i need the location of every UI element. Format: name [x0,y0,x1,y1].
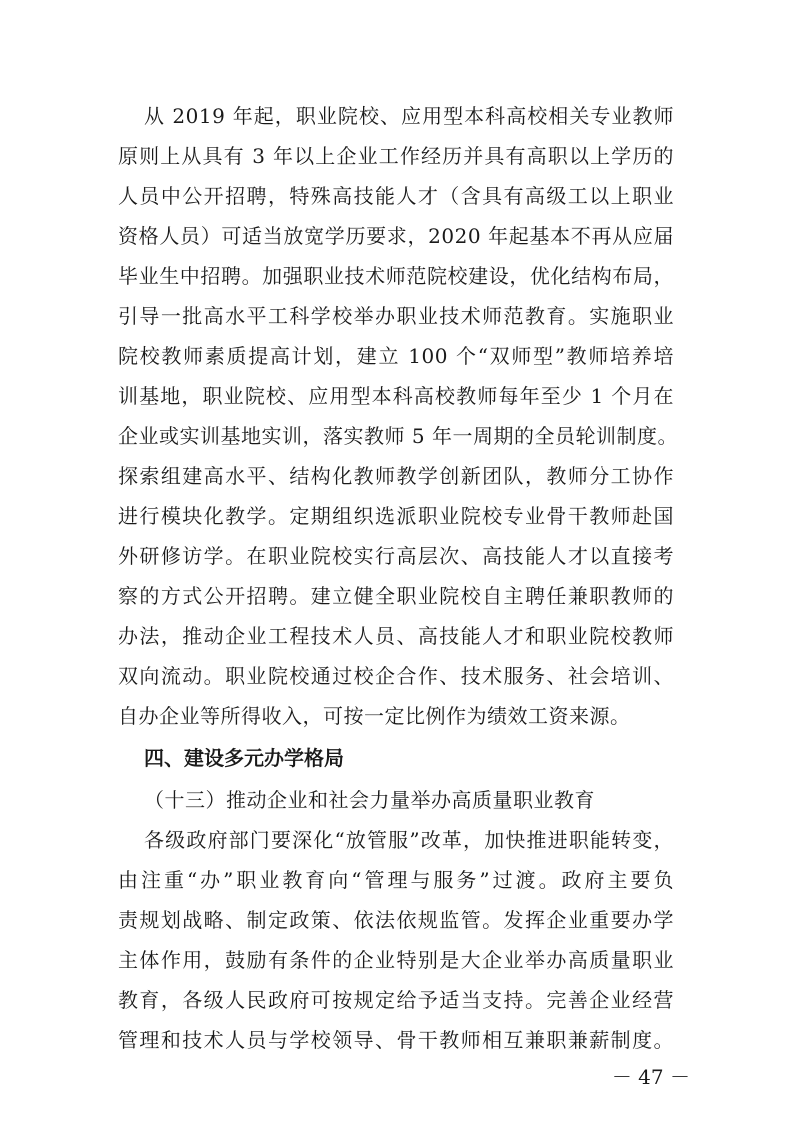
paragraph-line: 察的方式公开招聘。建立健全职业院校自主聘任兼职教师的 [118,584,674,608]
paragraph-line: 引导一批高水平工科学校举办职业技术师范教育。实施职业 [118,304,674,328]
page-number: － 47 － [611,1065,690,1089]
paragraph-line: 毕业生中招聘。加强职业技术师范院校建设，优化结构布局， [118,264,674,288]
section-heading: 四、建设多元办学格局 [144,746,344,770]
paragraph-line: 资格人员）可适当放宽学历要求，2020 年起基本不再从应届 [118,224,674,248]
paragraph-line: 管理和技术人员与学校领导、骨干教师相互兼职兼薪制度。 [118,1028,674,1052]
paragraph-line: 训基地，职业院校、应用型本科高校教师每年至少 1 个月在 [118,384,674,408]
paragraph-line: 各级政府部门要深化“放管服”改革，加快推进职能转变， [144,828,674,852]
paragraph-line: 院校教师素质提高计划，建立 100 个“双师型”教师培养培 [118,344,674,368]
paragraph-line: 由注重“办”职业教育向“管理与服务”过渡。政府主要负 [118,868,674,892]
paragraph-line: 从 2019 年起，职业院校、应用型本科高校相关专业教师 [144,104,674,128]
paragraph-line: 教育，各级人民政府可按规定给予适当支持。完善企业经营 [118,988,674,1012]
paragraph-line: 责规划战略、制定政策、依法依规监管。发挥企业重要办学 [118,908,674,932]
subsection-heading: （十三）推动企业和社会力量举办高质量职业教育 [144,788,595,812]
paragraph-line: 主体作用，鼓励有条件的企业特别是大企业举办高质量职业 [118,948,674,972]
paragraph-line: 进行模块化教学。定期组织选派职业院校专业骨干教师赴国 [118,504,674,528]
paragraph-line: 双向流动。职业院校通过校企合作、技术服务、社会培训、 [118,664,674,688]
paragraph-line: 外研修访学。在职业院校实行高层次、高技能人才以直接考 [118,544,674,568]
paragraph-line: 人员中公开招聘，特殊高技能人才（含具有高级工以上职业 [118,184,674,208]
paragraph-line: 企业或实训基地实训，落实教师 5 年一周期的全员轮训制度。 [118,424,678,448]
paragraph-line: 自办企业等所得收入，可按一定比例作为绩效工资来源。 [118,704,631,728]
paragraph-line: 探索组建高水平、结构化教师教学创新团队，教师分工协作 [118,464,674,488]
paragraph-line: 原则上从具有 3 年以上企业工作经历并具有高职以上学历的 [118,144,674,168]
paragraph-line: 办法，推动企业工程技术人员、高技能人才和职业院校教师 [118,624,674,648]
